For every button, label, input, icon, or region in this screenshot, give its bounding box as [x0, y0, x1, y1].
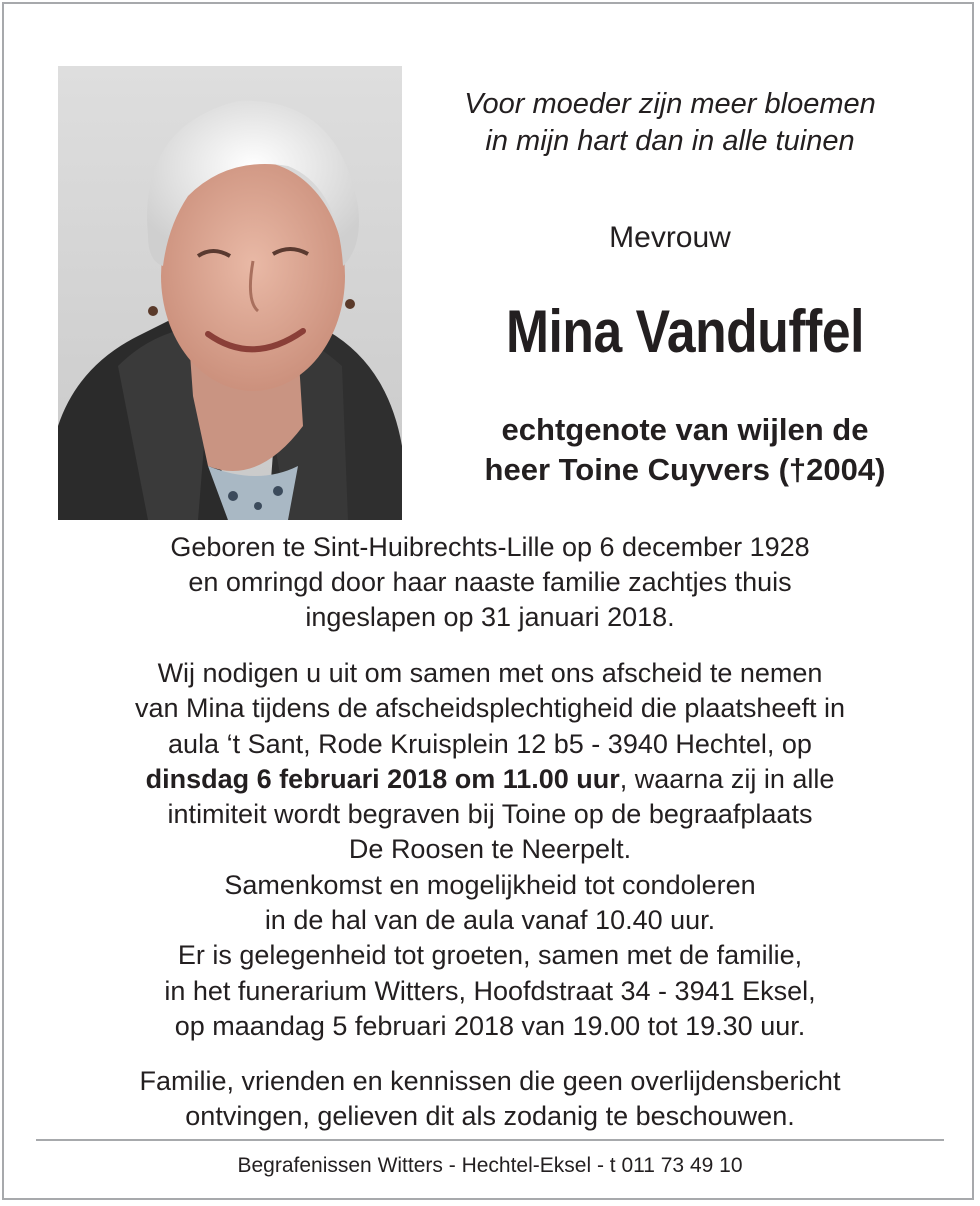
funeral-invitation	[40, 656, 940, 1044]
funeral-home-footer: Begrafenissen Witters - Hechtel-Eksel - t 011 73 49 10	[237, 1154, 743, 1177]
invitation-line: Wij nodigen u uit om samen met ons afscheid te nemen	[157, 658, 823, 688]
invitation-line: van Mina tijdens de afscheidsplechtigheid die plaatsheeft in	[135, 693, 845, 724]
invitation-line: in de hal van de aula vanaf 10.40 uur.	[264, 905, 716, 936]
deceased-name: Mina Vanduffel	[505, 298, 865, 365]
memorial-quote	[420, 86, 920, 160]
quote-line: Voor moeder zijn meer bloemen	[464, 88, 876, 120]
invitation-line: intimiteit wordt begraven bij Toine op de begraafplaats	[167, 799, 813, 830]
spouse-line: heer Toine Cuyvers (†2004)	[484, 452, 886, 487]
invitation-line: in het funerarium Witters, Hoofdstraat 34 - 3941 Eksel,	[164, 975, 816, 1006]
details-line: Geboren te Sint-Huibrechts-Lille op 6 december 1928	[170, 532, 810, 562]
closing-line: Familie, vrienden en kennissen die geen overlijdensbericht	[139, 1066, 841, 1096]
closing-note	[40, 1064, 940, 1134]
salutation: Mevrouw	[609, 221, 731, 254]
details-line: ingeslapen op 31 januari 2018.	[305, 602, 675, 632]
invitation-text: , waarna zij in alle	[619, 763, 835, 794]
divider	[36, 1139, 944, 1141]
quote-line: in mijn hart dan in alle tuinen	[485, 125, 855, 157]
invitation-line: aula ‘t Sant, Rode Kruisplein 12 b5 - 3940 Hechtel, op	[168, 728, 812, 759]
birth-death-details	[40, 530, 940, 635]
spouse-line: echtgenote van wijlen de	[501, 412, 869, 447]
invitation-line: op maandag 5 februari 2018 van 19.00 tot 19.30 uur.	[174, 1010, 806, 1041]
portrait-illustration	[58, 66, 402, 520]
spouse-info	[420, 410, 950, 490]
ceremony-date-time: dinsdag 6 februari 2018 om 11.00 uur	[145, 763, 620, 794]
invitation-line: Er is gelegenheid tot groeten, samen met de familie,	[177, 940, 803, 971]
portrait-photo	[58, 66, 402, 520]
invitation-line: Samenkomst en mogelijkheid tot condoleren	[224, 869, 756, 900]
invitation-line	[40, 762, 940, 797]
closing-line: ontvingen, gelieven dit als zodanig te beschouwen.	[185, 1101, 795, 1131]
details-line: en omringd door haar naaste familie zachtjes thuis	[188, 567, 792, 597]
invitation-line: De Roosen te Neerpelt.	[348, 834, 632, 865]
